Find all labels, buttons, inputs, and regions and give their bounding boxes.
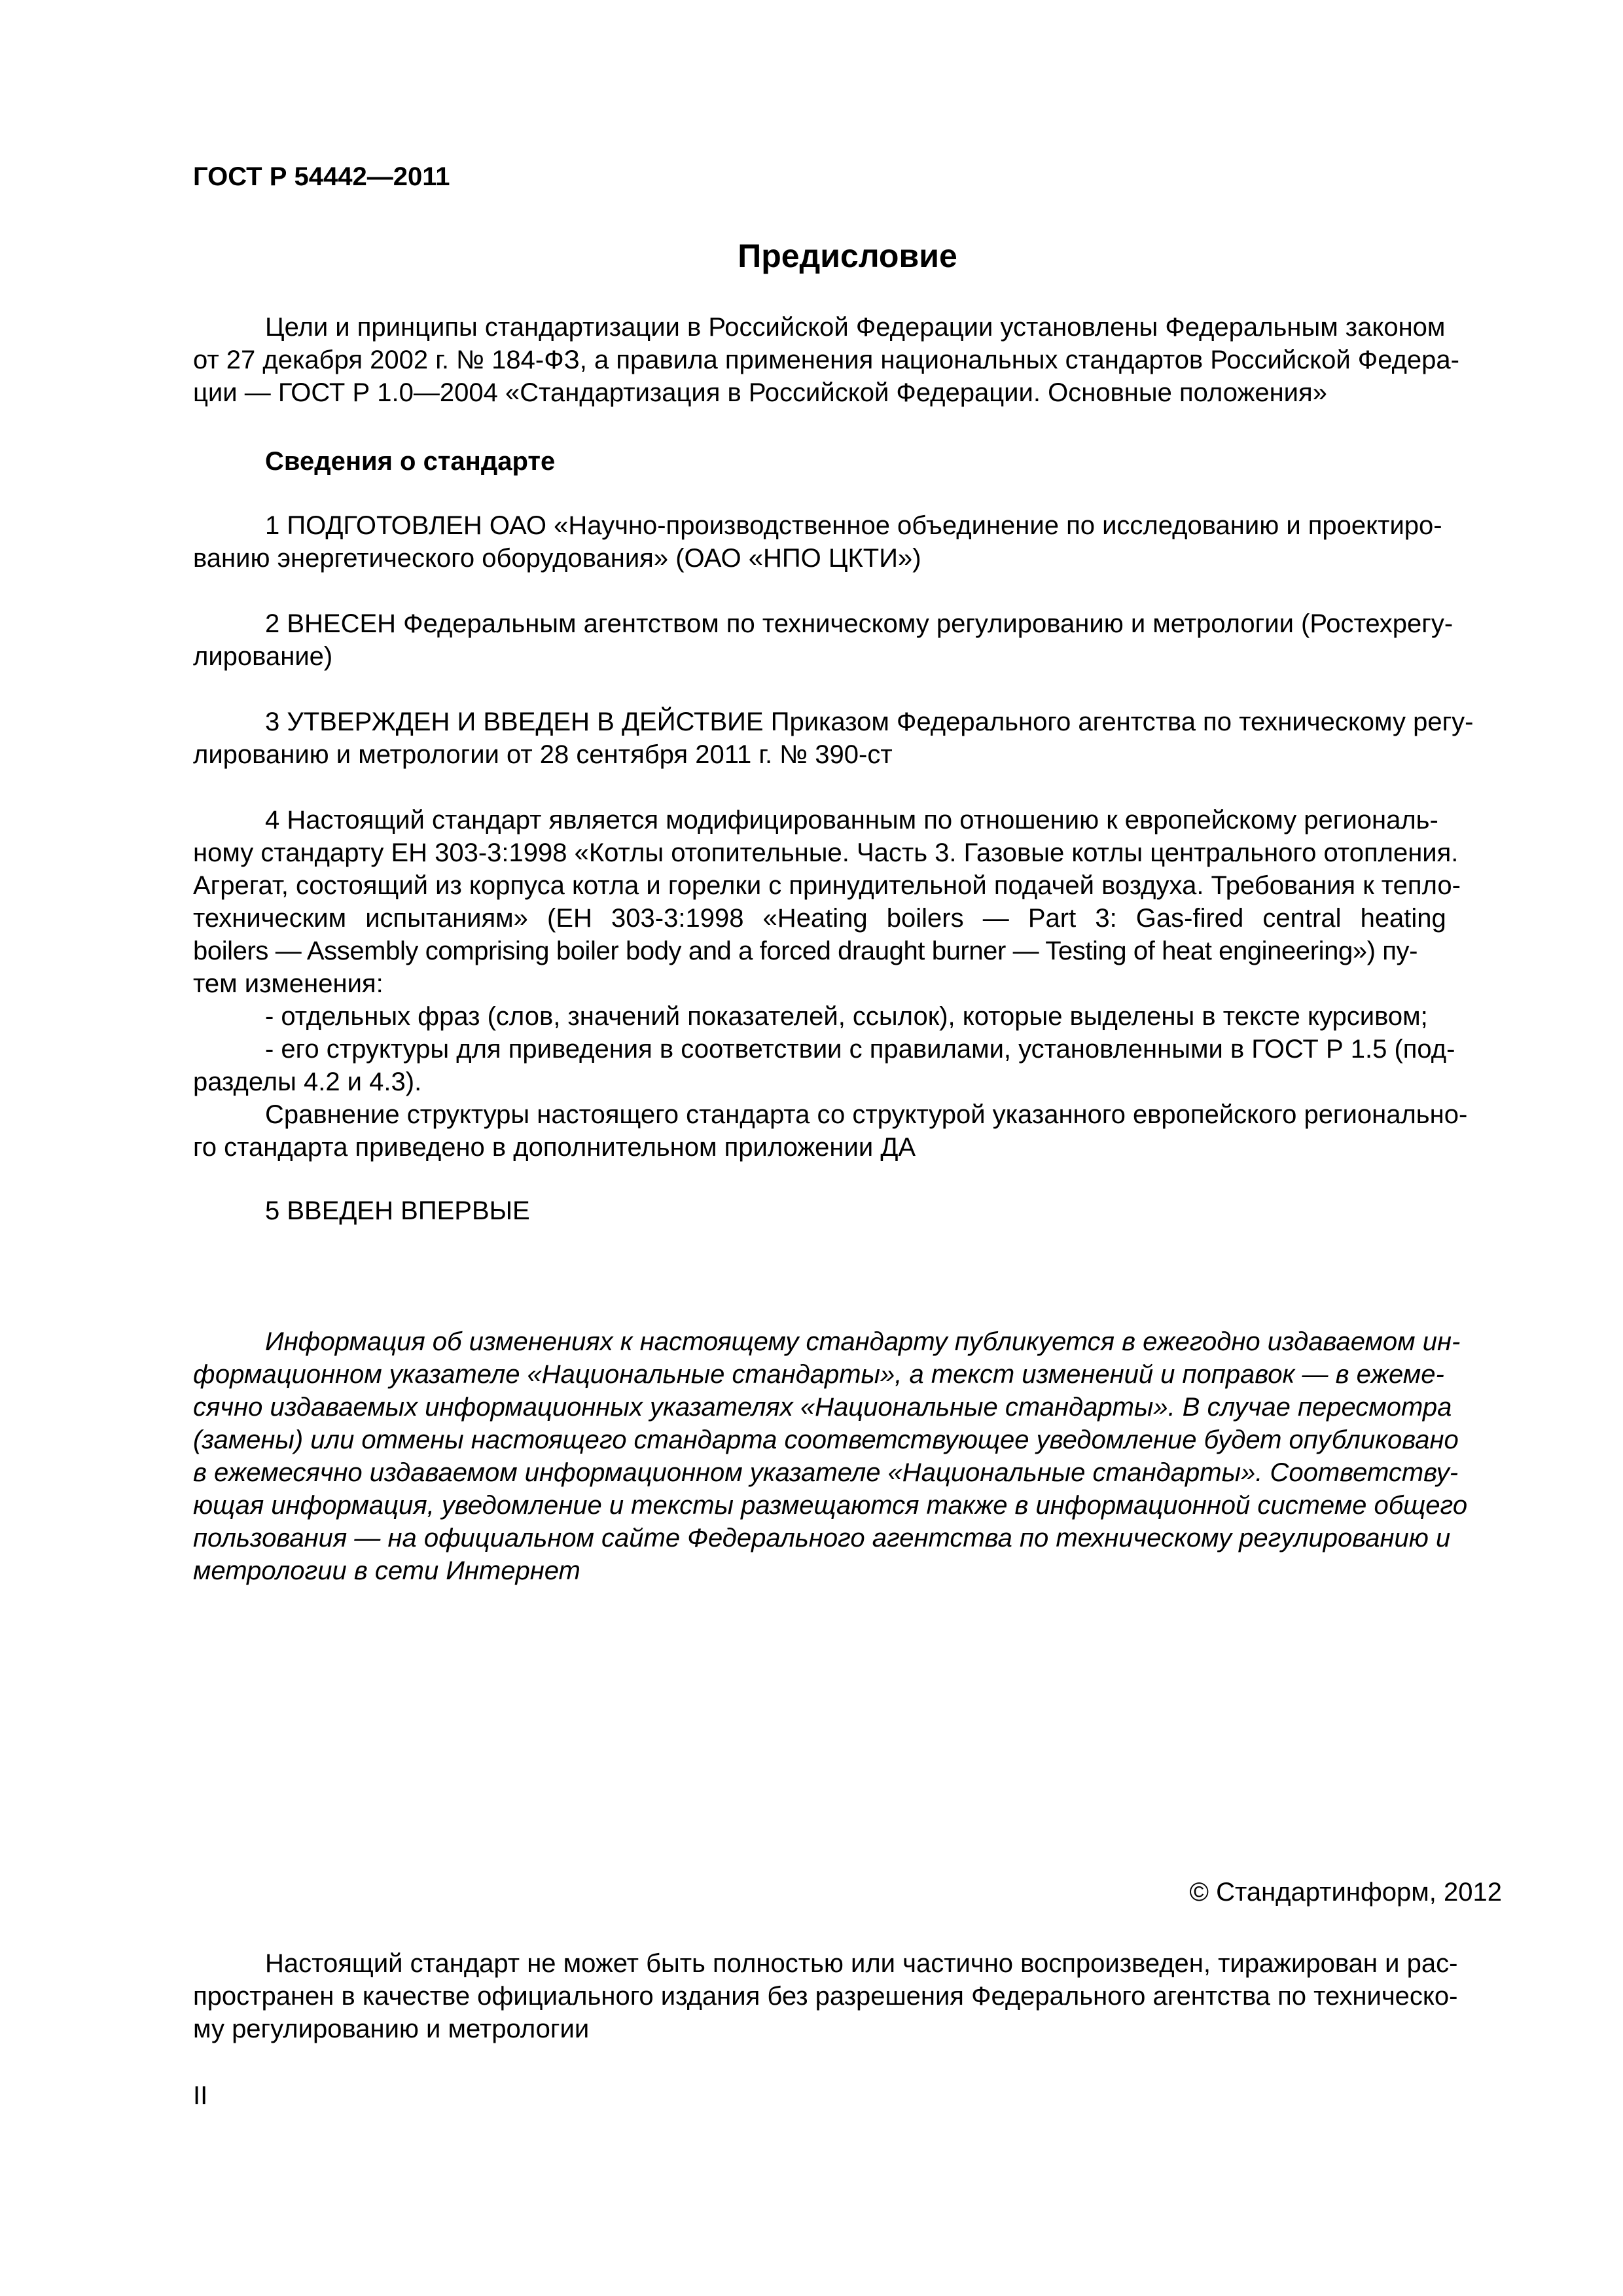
standard-code: ГОСТ Р 54442—2011	[193, 162, 450, 191]
text-line: лирование)	[193, 642, 333, 671]
item-4	[193, 804, 1502, 1164]
item-2	[193, 607, 1502, 673]
notice-paragraph	[193, 1325, 1502, 1587]
text-line: boilers — Assembly comprising boiler body and a forced draught burner — Testing of heat engineering») пу-	[193, 937, 1418, 965]
copyright-notice: © Стандартинформ, 2012	[1189, 1878, 1502, 1907]
text-line: от 27 декабря 2002 г. № 184-ФЗ, а правила применения национальных стандартов Российской Федера-	[193, 346, 1459, 374]
item-3	[193, 706, 1502, 771]
text-line: пользования — на официальном сайте Федерального агентства по техническому регулированию и	[193, 1524, 1451, 1552]
text-line: метрологии в сети Интернет	[193, 1556, 580, 1585]
text-line: 1 ПОДГОТОВЛЕН ОАО «Научно-производственное объединение по исследованию и проектиро-	[265, 511, 1442, 540]
text-line: 3 УТВЕРЖДЕН И ВВЕДЕН В ДЕЙСТВИЕ Приказом Федерального агентства по техническому регу-	[265, 708, 1474, 736]
text-line: Настоящий стандарт не может быть полностью или частично воспроизведен, тиражирован и рас-	[265, 1949, 1458, 1978]
item-1	[193, 509, 1502, 575]
text-line: лированию и метрологии от 28 сентября 2011 г. № 390-ст	[193, 740, 893, 769]
text-line: ному стандарту ЕН 303-3:1998 «Котлы отопительные. Часть 3. Газовые котлы центрального отопления.	[193, 838, 1459, 867]
page-number: II	[193, 2081, 208, 2110]
rights-paragraph	[193, 1947, 1502, 2045]
bullet-line: - отдельных фраз (слов, значений показателей, ссылок), которые выделены в тексте курсивом;	[265, 1002, 1428, 1031]
text-line: 4 Настоящий стандарт является модифицированным по отношению к европейскому региональ-	[265, 806, 1438, 834]
text-line: ющая информация, уведомление и тексты размещаются также в информационной системе общего	[193, 1491, 1468, 1520]
text-line: Агрегат, состоящий из корпуса котла и горелки с принудительной подачей воздуха. Требования к тепло-	[193, 871, 1461, 900]
text-line: го стандарта приведено в дополнительном приложении ДА	[193, 1133, 916, 1162]
text-line: разделы 4.2 и 4.3).	[193, 1067, 422, 1096]
text-line: Цели и принципы стандартизации в Российской Федерации установлены Федеральным законом	[265, 313, 1446, 342]
text-line: техническим испытаниям» (ЕН 303-3:1998 «Heating boilers — Part 3: Gas-fired central heating	[193, 904, 1446, 933]
bullet-line: - его структуры для приведения в соответствии с правилами, установленными в ГОСТ Р 1.5 (под-	[265, 1035, 1455, 1064]
page-title: Предисловие	[738, 238, 957, 274]
text-line: сячно издаваемых информационных указателях «Национальные стандарты». В случае пересмотра	[193, 1393, 1452, 1422]
text-line: му регулированию и метрологии	[193, 2015, 590, 2043]
text-line: тем изменения:	[193, 969, 383, 998]
text-line: ции — ГОСТ Р 1.0—2004 «Стандартизация в Российской Федерации. Основные положения»	[193, 378, 1327, 407]
intro-paragraph	[193, 311, 1502, 409]
info-heading: Сведения о стандарте	[265, 447, 556, 476]
text-line: (замены) или отмены настоящего стандарта соответствующее уведомление будет опубликовано	[193, 1426, 1459, 1454]
text-line: 2 ВНЕСЕН Федеральным агентством по техническому регулированию и метрологии (Ростехрегу-	[265, 609, 1454, 638]
text-line: ванию энергетического оборудования» (ОАО «НПО ЦКТИ»)	[193, 544, 921, 573]
item-5: 5 ВВЕДЕН ВПЕРВЫЕ	[265, 1196, 530, 1225]
text-line: Информация об изменениях к настоящему стандарту публикуется в ежегодно издаваемом ин-	[265, 1327, 1461, 1356]
text-line: формационном указателе «Национальные стандарты», а текст изменений и поправок — в ежеме-	[193, 1360, 1444, 1389]
text-line: Сравнение структуры настоящего стандарта со структурой указанного европейского регионально-	[265, 1100, 1468, 1129]
text-line: пространен в качестве официального издания без разрешения Федерального агентства по техническо-	[193, 1982, 1458, 2011]
text-line: в ежемесячно издаваемом информационном указателе «Национальные стандарты». Соответству-	[193, 1458, 1459, 1487]
